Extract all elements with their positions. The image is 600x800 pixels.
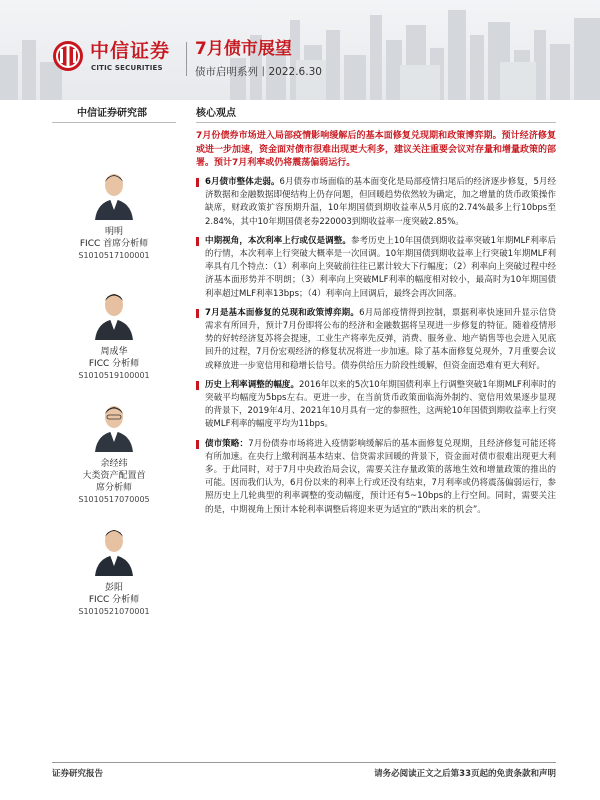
analyst-license-id: S1010519100001 <box>78 371 150 380</box>
point-lead: 历史上利率调整的幅度。 <box>205 379 300 390</box>
analyst-card <box>52 524 176 617</box>
brand-name-cn: 中信证券 <box>90 40 171 62</box>
analyst-name: 周成华 <box>100 347 128 357</box>
key-points <box>196 176 556 523</box>
footer-rule <box>52 762 556 763</box>
point-text: 6月债券市场面临的基本面变化是局部疫情扫尾后的经济逐步修复，5月经济数据和金融数据即便结构上仍存问题，但回暖趋势依然较为确定，加之增量的货币政策操作缺席，财政政策扩容预期升温，10年期国债到期收益率从5月底的2.74%最多上行10bps至2.84%，其中10年期国债老券220003到期收益率一度突破2.85%。 <box>205 177 556 227</box>
bullet-marker <box>196 178 199 187</box>
analyst-card <box>52 400 176 505</box>
bullet-marker <box>196 237 199 246</box>
person-portrait-icon <box>91 288 137 340</box>
brand-name-en: CITIC SECURITIES <box>91 64 163 72</box>
point-text: 参考历史上10年国债到期收益率突破1年期MLF利率后的行情，本次利率上行突破大概率是一次回调。10年期国债到期收益率上行突破1年期MLF利率具有几个特点：（1）利率向上突破前往往已累计较大下行幅度；（2）利率向上突破过程中经济基本面形势并不明朗；（3）利率向上突破MLF利率的幅度相对较小，最高时为10年期国债利率超过MLF利率13bps；（4）利率向上回调后，最终会再次回落。 <box>205 235 556 299</box>
report-series-date: 债市启明系列丨2022.6.30 <box>195 66 322 78</box>
bullet-marker <box>196 381 199 390</box>
report-title: 7月债市展望 <box>195 39 292 59</box>
point-lead: 6月债市整体走弱。 <box>205 177 280 187</box>
analyst-name: 彭阳 <box>104 583 123 593</box>
analyst-license-id: S1010517100001 <box>78 251 150 260</box>
key-point <box>196 176 556 229</box>
analyst-license-id: S1010521070001 <box>78 607 150 616</box>
point-text: 7月份债券市场将进入疫情影响缓解后的基本面修复兑现期，且经济修复可能还将有所加速。在央行上缴利润基本结束、信贷需求回暖的背景下，资金面对债市很难出现更大利多。于此同时，对于7月中央政治局会议，需要关注存量政策的落地生效和增量政策的推出的可能。因而我们认为，6月份以来的利率上行或还没有结束，7月利率或仍将震荡偏弱运行，参照历史上几轮典型的利率调整的变动幅度，预计还有5~10bps的上行空间。同时，需要关注的是，中期视角上预计本轮利率调整后将迎来更为适宜的“跌出来的机会”。 <box>205 438 556 515</box>
footer-report-type: 证券研究报告 <box>52 769 104 779</box>
report-header <box>0 0 600 100</box>
citic-logo-icon <box>52 40 84 72</box>
analyst-card <box>52 168 176 261</box>
footer-disclaimer-note: 请务必阅读正文之后第33页起的免责条款和声明 <box>374 769 556 779</box>
bullet-marker <box>196 309 199 318</box>
point-lead: 7月是基本面修复的兑现和政策博弈期。 <box>205 307 360 318</box>
key-point <box>196 235 556 301</box>
research-dept-heading: 中信证券研究部 <box>77 108 147 119</box>
point-lead: 债市策略： <box>205 438 249 449</box>
left-column-rule <box>52 122 176 123</box>
key-point <box>196 379 556 432</box>
key-point <box>196 438 556 517</box>
summary-paragraph: 7月份债券市场进入局部疫情影响缓解后的基本面修复兑现期和政策博弈期。预计经济修复或进一步加速，资金面对债市很难出现更大利多，建议关注重要会议对存量和增量政策的部署。预计7月利率或仍将震荡偏弱运行。 <box>196 131 557 169</box>
analyst-name: 余经纬 <box>100 459 128 469</box>
analyst-license-id: S1010517070005 <box>78 495 150 504</box>
point-text: 6月局部疫情得到控制，票据利率快速回升显示信贷需求有所回升，预计7月份即将公布的经济和金融数据将呈现进一步修复的特征。随着疫情形势的好转经济复苏将会提速，工业生产将率先反弹，消费、服务业、地产销售等也会进入见底回升的过程，7月份宏观经济的修复状况将进一步加速。除了基本面修复兑现外，7月重要会议或释放进一步宽信用和稳增长信号。债券供给压力阶段性缓解，但资金面恐难有更大利好。 <box>205 307 556 371</box>
core-views-heading: 核心观点 <box>196 108 236 119</box>
point-text: 2016年以来的5次10年期国债利率上行调整突破1年期MLF利率时的突破平均幅度为5bps左右。更进一步，在当前货币政策面临海外制约、宽信用效果逐步显现的背景下，2019年4月、2021年10月具有一定的参照性，这两轮10年国债到期收益率上行突破MLF利率的幅度平均为11bps。 <box>205 379 556 430</box>
analyst-card <box>52 288 176 381</box>
right-column-rule <box>196 122 556 123</box>
person-portrait-icon <box>91 168 137 220</box>
key-point <box>196 307 556 373</box>
analyst-title: FICC 分析师 <box>88 359 140 369</box>
bullet-marker <box>196 440 199 449</box>
analyst-title: FICC 首席分析师 <box>79 239 149 249</box>
logo-divider <box>186 42 187 76</box>
point-lead: 中期视角，本次利率上行或仅是调整。 <box>205 235 351 246</box>
analyst-title: FICC 分析师 <box>88 595 140 605</box>
analyst-name: 明明 <box>104 227 123 237</box>
analyst-title: 大类资产配置首席分析师 <box>82 471 146 493</box>
person-portrait-icon <box>91 400 137 452</box>
person-portrait-icon <box>91 524 137 576</box>
